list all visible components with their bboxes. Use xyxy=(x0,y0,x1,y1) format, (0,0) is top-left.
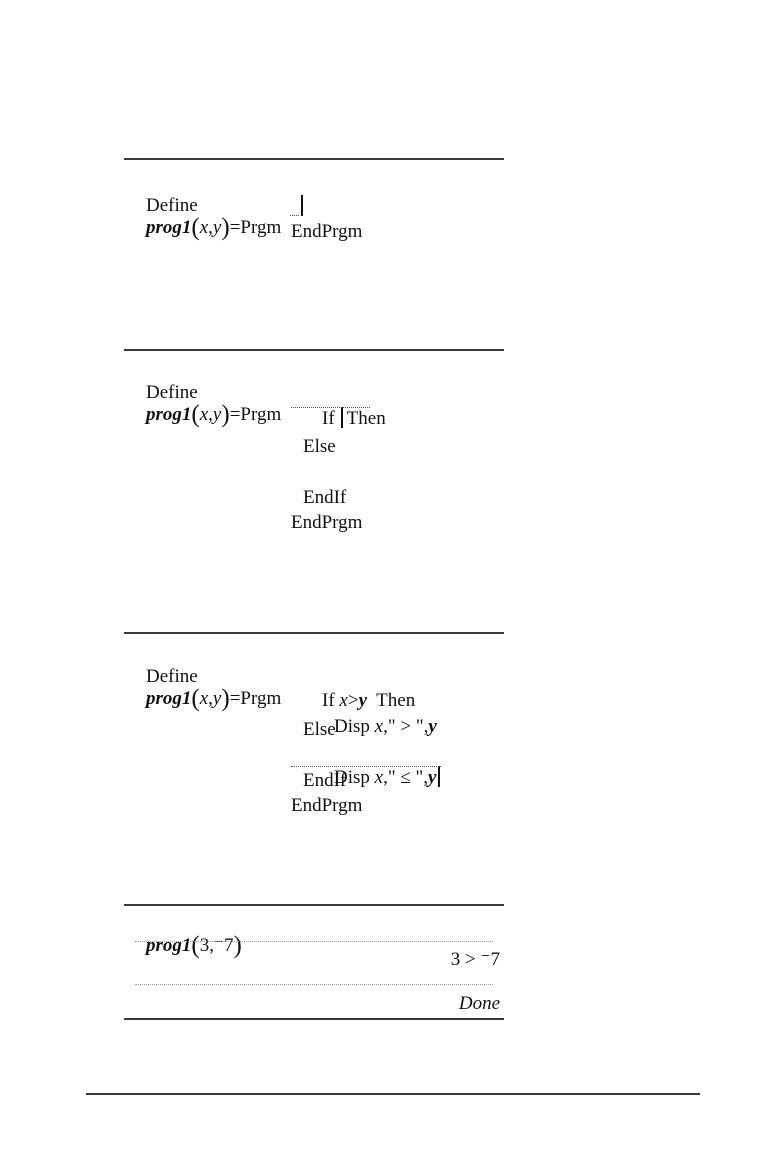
open-paren: ( xyxy=(191,401,200,428)
disp-string: ," > ", xyxy=(383,716,429,737)
panel-top-rule xyxy=(124,158,504,160)
define-line[interactable] xyxy=(127,644,281,732)
equals-sign: = xyxy=(229,688,241,709)
param-x: x xyxy=(199,217,209,238)
function-name: prog1 xyxy=(146,935,192,956)
close-paren: ) xyxy=(221,401,230,428)
open-paren: ( xyxy=(191,685,200,712)
cond-y: y xyxy=(358,690,367,711)
param-y: y xyxy=(212,688,222,709)
disp-y: y xyxy=(428,767,437,788)
entry-panel-2 xyxy=(124,349,504,533)
endif-line: EndIf xyxy=(303,487,347,508)
disp-keyword: Disp xyxy=(334,716,370,737)
param-comma: , xyxy=(208,688,213,709)
entry-panel-1 xyxy=(124,158,504,248)
output-line: 3 > ⁻7 xyxy=(450,949,500,970)
define-keyword: Define xyxy=(146,382,198,403)
if-keyword: If xyxy=(322,690,335,711)
panel-top-rule xyxy=(124,904,504,906)
param-y: y xyxy=(212,217,222,238)
entry-panel-3 xyxy=(124,632,504,822)
panel-top-rule xyxy=(124,632,504,634)
define-line[interactable] xyxy=(127,360,281,448)
function-name: prog1 xyxy=(146,688,192,709)
disp-keyword: Disp xyxy=(334,767,370,788)
prgm-keyword: Prgm xyxy=(240,688,282,709)
endprgm-line: EndPrgm xyxy=(291,512,363,533)
panel-bottom-rule xyxy=(124,1018,504,1020)
if-then-underline xyxy=(291,407,370,408)
cond-operator: > xyxy=(347,690,359,711)
param-y: y xyxy=(212,404,222,425)
if-keyword: If xyxy=(322,408,335,429)
endprgm-line: EndPrgm xyxy=(291,795,363,816)
else-line: Else xyxy=(303,436,336,457)
text-cursor xyxy=(438,766,440,787)
call-arguments: 3,⁻7 xyxy=(199,935,234,956)
define-keyword: Define xyxy=(146,666,198,687)
define-line[interactable] xyxy=(127,173,281,261)
text-cursor xyxy=(301,195,303,216)
call-line[interactable] xyxy=(127,913,242,979)
function-name: prog1 xyxy=(146,404,192,425)
equals-sign: = xyxy=(229,404,241,425)
close-paren: ) xyxy=(233,932,242,959)
open-paren: ( xyxy=(191,932,200,959)
param-comma: , xyxy=(208,404,213,425)
define-keyword: Define xyxy=(146,195,198,216)
result-line: Done xyxy=(458,993,500,1014)
page-footer-rule xyxy=(86,1093,700,1095)
equals-sign: = xyxy=(229,217,241,238)
disp-x: x xyxy=(374,716,384,737)
row-separator xyxy=(135,941,493,942)
endif-line: EndIf xyxy=(303,770,347,791)
endprgm-line: EndPrgm xyxy=(291,221,363,242)
then-keyword: Then xyxy=(346,408,386,429)
param-comma: , xyxy=(208,217,213,238)
param-x: x xyxy=(199,404,209,425)
close-paren: ) xyxy=(221,214,230,241)
close-paren: ) xyxy=(221,685,230,712)
else-line: Else xyxy=(303,719,336,740)
disp-x: x xyxy=(374,767,384,788)
function-name: prog1 xyxy=(146,217,192,238)
open-paren: ( xyxy=(191,214,200,241)
then-keyword: Then xyxy=(376,690,416,711)
disp-line-underline xyxy=(291,766,441,767)
panel-top-rule xyxy=(124,349,504,351)
param-x: x xyxy=(199,688,209,709)
prgm-keyword: Prgm xyxy=(240,217,282,238)
empty-line-placeholder[interactable] xyxy=(290,215,299,216)
text-cursor xyxy=(341,407,343,428)
prgm-keyword: Prgm xyxy=(240,404,282,425)
cond-x: x xyxy=(339,690,348,711)
disp-y: y xyxy=(428,716,437,737)
row-separator xyxy=(135,984,493,985)
entry-panel-4 xyxy=(124,904,504,1022)
disp-string: ," ≤ ", xyxy=(383,767,429,788)
